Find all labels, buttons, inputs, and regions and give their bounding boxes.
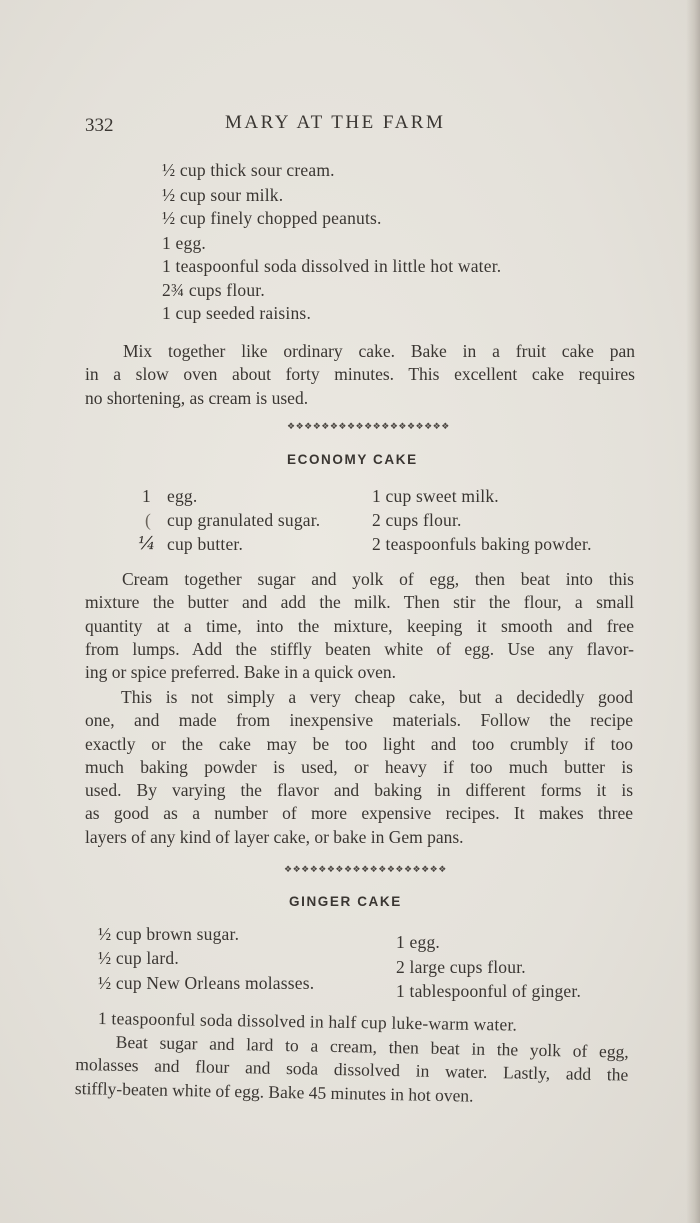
page-number: 332 bbox=[85, 115, 114, 136]
economy-paragraph-2 bbox=[85, 686, 633, 849]
section-title: GINGER CAKE bbox=[289, 894, 402, 909]
paragraph-line: as good as a number of more expensive recipes. It makes three bbox=[85, 803, 633, 824]
ingredient-line: 2 teaspoonfuls baking powder. bbox=[372, 534, 592, 554]
ingredient-line: ½ cup lard. bbox=[98, 948, 179, 968]
ingredient-line: 2 cups flour. bbox=[372, 510, 462, 530]
ingredient-line: 2¾ cups flour. bbox=[162, 280, 265, 300]
page-edge-shadow bbox=[686, 0, 700, 1223]
paragraph-line: quantity at a time, into the mixture, keeping it smooth and free bbox=[85, 615, 634, 636]
handwritten-mark: ( bbox=[145, 510, 152, 530]
paragraph-line: no shortening, as cream is used. bbox=[85, 387, 309, 408]
paragraph-line: in a slow oven about forty minutes. This excellent cake requires bbox=[85, 364, 635, 385]
handwritten-amount: ¼ bbox=[138, 533, 156, 554]
ginger-directions bbox=[75, 1030, 629, 1110]
paragraph-line: from lumps. Add the stiffly beaten white of egg. Use any flavor- bbox=[85, 638, 634, 659]
section-title: ECONOMY CAKE bbox=[287, 452, 418, 467]
paragraph-line: layers of any kind of layer cake, or bake in Gem pans. bbox=[85, 826, 464, 847]
ingredient-line: egg. bbox=[167, 486, 198, 506]
paragraph-line: This is not simply a very cheap cake, but a decidedly good bbox=[121, 687, 633, 707]
paragraph-line: stiffly-beaten white of egg. Bake 45 minutes in hot oven. bbox=[74, 1077, 474, 1106]
economy-paragraph-1 bbox=[85, 568, 634, 684]
running-title: MARY AT THE FARM bbox=[225, 112, 446, 133]
ingredient-line: ½ cup thick sour cream. bbox=[162, 160, 335, 180]
ingredient-line: cup butter. bbox=[167, 534, 244, 554]
ingredient-line: 1 cup sweet milk. bbox=[372, 486, 499, 506]
ingredient-line: ½ cup New Orleans molasses. bbox=[98, 973, 315, 993]
paragraph-line: molasses and flour and soda dissolved in water. Lastly, add the bbox=[75, 1054, 629, 1085]
ingredient-line: 1 egg. bbox=[162, 233, 206, 253]
ingredient-line: ½ cup brown sugar. bbox=[98, 924, 240, 944]
paragraph-line: ing or spice preferred. Bake in a quick oven. bbox=[85, 662, 396, 683]
paragraph-line: one, and made from inexpensive materials. Follow the recipe bbox=[85, 710, 633, 731]
paragraph-line: Beat sugar and lard to a cream, then beat in the yolk of egg, bbox=[115, 1031, 629, 1062]
paragraph-line: used. By varying the flavor and baking in different forms it is bbox=[85, 780, 633, 801]
ingredient-line: cup granulated sugar. bbox=[167, 510, 321, 530]
recipe1-directions bbox=[85, 340, 635, 410]
soda-line: 1 teaspoonful soda dissolved in half cup luke-warm water. bbox=[97, 1008, 518, 1035]
ornament-divider: ❖❖❖❖❖❖❖❖❖❖❖❖❖❖❖❖❖❖❖ bbox=[284, 864, 447, 874]
ornament-divider: ❖❖❖❖❖❖❖❖❖❖❖❖❖❖❖❖❖❖❖ bbox=[287, 421, 450, 431]
ingredient-line: ½ cup sour milk. bbox=[162, 185, 284, 205]
ingredient-line: 1 teaspoonful soda dissolved in little hot water. bbox=[162, 256, 502, 276]
paragraph-line: Cream together sugar and yolk of egg, then beat into this bbox=[122, 569, 634, 589]
running-head bbox=[85, 112, 630, 138]
ingredient-line: 1 tablespoonful of ginger. bbox=[396, 981, 582, 1001]
ingredient-amount: 1 bbox=[142, 486, 151, 506]
ingredient-line: 1 egg. bbox=[396, 932, 440, 952]
ingredient-line: 2 large cups flour. bbox=[396, 957, 526, 977]
ingredient-line: ½ cup finely chopped peanuts. bbox=[162, 208, 382, 228]
paragraph-line: Mix together like ordinary cake. Bake in a fruit cake pan bbox=[123, 341, 635, 361]
ingredient-line: 1 cup seeded raisins. bbox=[162, 303, 312, 323]
paragraph-line: much baking powder is used, or heavy if too much butter is bbox=[85, 756, 633, 777]
paragraph-line: mixture the butter and add the milk. Then stir the flour, a small bbox=[85, 592, 634, 613]
paragraph-line: exactly or the cake may be too light and too crumbly if too bbox=[85, 733, 633, 754]
